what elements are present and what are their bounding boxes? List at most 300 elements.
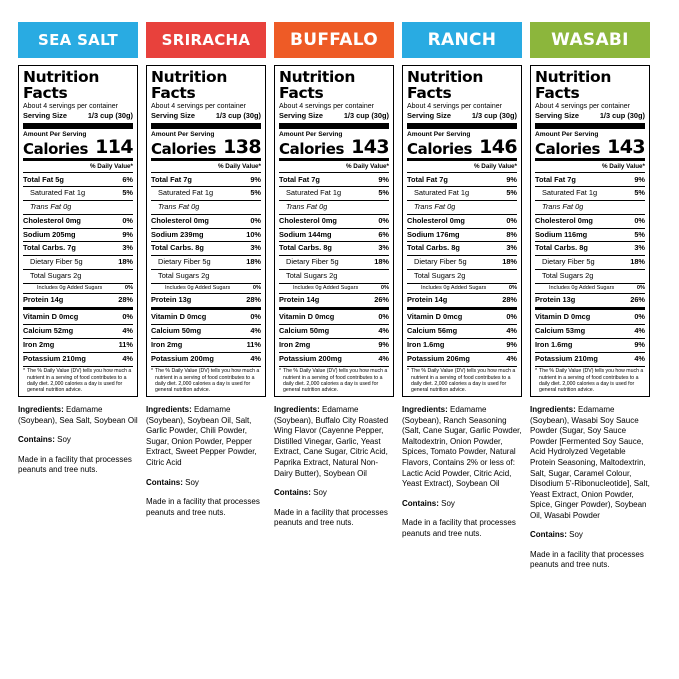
amount-per-serving-label: Amount Per Serving <box>279 130 343 138</box>
micronutrient-row <box>151 312 261 323</box>
micronutrient-row <box>407 340 517 351</box>
nutrition-facts-panel <box>274 65 394 397</box>
nutrient-name: Saturated Fat 1g <box>542 188 598 198</box>
divider-hairline <box>407 283 517 284</box>
calories-label: Calories <box>535 139 601 158</box>
micronutrient-row <box>151 354 261 365</box>
calories-label: Calories <box>151 139 217 158</box>
nutrient-name: Total Carbs. 8g <box>279 243 332 253</box>
contains-paragraph <box>18 435 138 446</box>
footnote-text: The % Daily Value (DV) tells you how much a nutrient in a serving of food contributes to a daily diet. 2,000 calories a day is used for general nutrition advice. <box>27 368 132 393</box>
divider-medium <box>279 307 389 310</box>
ingredients-label: Ingredients: <box>402 405 448 415</box>
micronutrient-daily-value: 9% <box>378 339 389 349</box>
divider-hairline <box>407 241 517 242</box>
micronutrient-daily-value: 0% <box>634 312 645 322</box>
serving-size-row <box>23 111 133 121</box>
calories-value: 114 <box>95 136 133 159</box>
calories-row <box>151 136 261 159</box>
nutrient-row <box>279 271 389 282</box>
divider-hairline <box>407 214 517 215</box>
daily-value-header: % Daily Value* <box>473 163 517 171</box>
nutrient-row <box>151 175 261 186</box>
divider-hairline <box>23 338 133 339</box>
calories-value: 143 <box>351 136 389 159</box>
divider-hairline <box>151 228 261 229</box>
nutrient-daily-value: 0% <box>634 215 645 225</box>
serving-size-label: Serving Size <box>535 111 579 121</box>
micronutrient-name: Iron 1.6mg <box>407 339 445 349</box>
nutrient-name: Includes 0g Added Sugars <box>549 284 615 291</box>
serving-size-label: Serving Size <box>279 111 323 121</box>
ingredients-block <box>146 405 266 518</box>
contains-paragraph <box>146 478 266 489</box>
nutrient-row <box>279 243 389 254</box>
contains-label: Contains: <box>18 435 55 445</box>
nutrient-row <box>407 257 517 268</box>
micronutrient-name: Potassium 210mg <box>535 353 598 363</box>
flavor-column <box>18 22 138 485</box>
divider-medium <box>23 307 133 310</box>
serving-size-row <box>279 111 389 121</box>
ingredients-text: Edamame (Soybean), Buffalo City Roasted Wing Flavor (Cayenne Pepper, Distilled Vinegar, Garlic, Yeast Extract, Cane Sugar, Citric Acid, Paprika Extract, Natural Non-Dairy Butter), Soybean Oil <box>274 405 389 478</box>
micronutrient-name: Potassium 210mg <box>23 353 86 363</box>
flavor-column <box>274 22 394 538</box>
serving-size-value: 1/3 cup (30g) <box>215 111 261 121</box>
micronutrient-daily-value: 4% <box>378 326 389 336</box>
nutrient-daily-value: 3% <box>378 243 389 253</box>
divider-hairline <box>535 352 645 353</box>
micronutrient-row <box>535 340 645 351</box>
micronutrient-name: Vitamin D 0mcg <box>23 312 79 322</box>
nutrient-daily-value: 5% <box>122 188 133 198</box>
nutrient-name: Trans Fat 0g <box>414 202 456 212</box>
nutrient-name: Includes 0g Added Sugars <box>421 284 487 291</box>
nutrient-daily-value: 28% <box>118 294 133 304</box>
serving-size-label: Serving Size <box>151 111 195 121</box>
micronutrient-daily-value: 11% <box>118 339 133 349</box>
divider-hairline <box>535 293 645 294</box>
contains-label: Contains: <box>146 477 183 487</box>
nutrient-daily-value: 5% <box>250 188 261 198</box>
micronutrient-row <box>407 312 517 323</box>
asterisk-icon: * <box>23 368 26 375</box>
divider-hairline <box>407 293 517 294</box>
ingredients-block <box>274 405 394 528</box>
nutrient-name: Saturated Fat 1g <box>286 188 342 198</box>
ingredients-text: Edamame (Soybean), Sea Salt, Soybean Oil <box>18 405 138 425</box>
micronutrient-row <box>535 354 645 365</box>
nutrient-row <box>151 202 261 213</box>
micronutrient-daily-value: 4% <box>122 353 133 363</box>
micronutrient-row <box>279 326 389 337</box>
divider-hairline <box>279 338 389 339</box>
divider-hairline <box>151 283 261 284</box>
micronutrient-row <box>407 354 517 365</box>
nutrient-row <box>535 175 645 186</box>
nutrient-daily-value: 18% <box>246 257 261 267</box>
contains-label: Contains: <box>402 498 439 508</box>
calories-row <box>535 136 645 159</box>
divider-thin <box>407 172 517 173</box>
nutrient-daily-value: 6% <box>122 174 133 184</box>
nutrient-daily-value: 0% <box>124 284 133 291</box>
nutrition-facts-title: Nutrition Facts <box>407 68 484 103</box>
daily-value-header: % Daily Value* <box>601 163 645 171</box>
micronutrient-row <box>279 312 389 323</box>
nutrient-name: Total Sugars 2g <box>158 270 210 280</box>
nutrient-daily-value: 18% <box>502 257 517 267</box>
nutrient-daily-value: 5% <box>634 188 645 198</box>
divider-thick <box>23 123 133 129</box>
micronutrient-row <box>23 354 133 365</box>
nutrient-row <box>279 202 389 213</box>
serving-size-label: Serving Size <box>23 111 67 121</box>
micronutrient-name: Calcium 50mg <box>151 326 202 336</box>
divider-hairline <box>23 324 133 325</box>
serving-size-row <box>151 111 261 121</box>
divider-hairline <box>407 255 517 256</box>
nutrient-name: Total Carbs. 8g <box>151 243 204 253</box>
divider-hairline <box>407 269 517 270</box>
divider-hairline <box>23 269 133 270</box>
ingredients-paragraph <box>274 405 394 479</box>
micronutrient-row <box>279 340 389 351</box>
nutrient-daily-value <box>387 202 389 213</box>
contains-text: Soy <box>566 530 583 540</box>
nutrient-daily-value: 26% <box>374 294 389 304</box>
nutrient-daily-value: 18% <box>630 257 645 267</box>
micronutrient-name: Calcium 52mg <box>23 326 74 336</box>
nutrient-row <box>279 216 389 227</box>
ingredients-label: Ingredients: <box>274 405 320 415</box>
flavor-column <box>146 22 266 527</box>
servings-per-container: About 4 servings per container <box>535 102 630 110</box>
nutrient-name: Sodium 205mg <box>23 229 76 239</box>
divider-hairline <box>535 338 645 339</box>
nutrient-name: Cholesterol 0mg <box>535 215 593 225</box>
nutrient-row <box>279 175 389 186</box>
divider-hairline <box>279 352 389 353</box>
micronutrient-row <box>151 340 261 351</box>
nutrient-name: Trans Fat 0g <box>542 202 584 212</box>
micronutrient-daily-value: 4% <box>378 353 389 363</box>
divider-hairline <box>535 214 645 215</box>
micronutrient-name: Iron 2mg <box>23 339 55 349</box>
nutrient-name: Dietary Fiber 5g <box>30 257 83 267</box>
micronutrient-daily-value: 11% <box>246 339 261 349</box>
micronutrient-row <box>535 312 645 323</box>
micronutrient-daily-value: 0% <box>378 312 389 322</box>
nutrient-name: Sodium 116mg <box>535 229 588 239</box>
divider-thick <box>279 123 389 129</box>
flavor-banner: SEA SALT <box>18 22 138 58</box>
serving-size-value: 1/3 cup (30g) <box>87 111 133 121</box>
divider-thick <box>407 123 517 129</box>
divider-hairline <box>23 241 133 242</box>
divider-hairline <box>23 283 133 284</box>
divider-hairline <box>23 214 133 215</box>
divider-hairline <box>407 324 517 325</box>
daily-value-header: % Daily Value* <box>217 163 261 171</box>
nutrient-daily-value: 18% <box>118 257 133 267</box>
divider-hairline <box>535 269 645 270</box>
nutrient-row <box>23 295 133 306</box>
micronutrient-row <box>407 326 517 337</box>
amount-per-serving-label: Amount Per Serving <box>407 130 471 138</box>
nutrition-facts-panel <box>530 65 650 397</box>
micronutrient-daily-value: 9% <box>506 339 517 349</box>
divider-hairline <box>151 338 261 339</box>
nutrient-row <box>23 285 133 292</box>
micronutrient-name: Iron 2mg <box>151 339 183 349</box>
divider-thin <box>407 366 517 367</box>
divider-hairline <box>535 241 645 242</box>
nutrient-name: Includes 0g Added Sugars <box>37 284 103 291</box>
nutrient-daily-value <box>643 271 645 282</box>
micronutrient-daily-value: 0% <box>250 312 261 322</box>
nutrition-facts-panel <box>402 65 522 397</box>
nutrient-row <box>279 188 389 199</box>
nutrient-name: Protein 13g <box>151 294 192 304</box>
divider-hairline <box>279 324 389 325</box>
divider-hairline <box>279 241 389 242</box>
footnote-text: The % Daily Value (DV) tells you how much a nutrient in a serving of food contributes to a daily diet. 2,000 calories a day is used for general nutrition advice. <box>539 368 644 393</box>
divider-thick <box>535 123 645 129</box>
divider-thin <box>151 366 261 367</box>
divider-hairline <box>535 255 645 256</box>
nutrient-daily-value: 18% <box>374 257 389 267</box>
divider-hairline <box>279 269 389 270</box>
flavor-banner: WASABI <box>530 22 650 58</box>
nutrient-name: Total Sugars 2g <box>414 270 466 280</box>
nutrient-row <box>23 243 133 254</box>
ingredients-paragraph <box>402 405 522 489</box>
nutrient-row <box>407 271 517 282</box>
nutrient-row <box>23 175 133 186</box>
calories-label: Calories <box>279 139 345 158</box>
divider-medium <box>279 158 389 161</box>
calories-value: 143 <box>607 136 645 159</box>
nutrient-name: Total Sugars 2g <box>286 270 338 280</box>
allergen-statement: Made in a facility that processes peanuts and tree nuts. <box>530 549 644 570</box>
micronutrient-name: Potassium 200mg <box>151 353 214 363</box>
nutrient-name: Total Sugars 2g <box>542 270 594 280</box>
footnote-text: The % Daily Value (DV) tells you how much a nutrient in a serving of food contributes to a daily diet. 2,000 calories a day is used for general nutrition advice. <box>155 368 260 393</box>
divider-hairline <box>407 338 517 339</box>
nutrient-daily-value: 28% <box>246 294 261 304</box>
contains-label: Contains: <box>274 488 311 498</box>
contains-label: Contains: <box>530 530 567 540</box>
daily-value-header: % Daily Value* <box>345 163 389 171</box>
divider-hairline <box>151 324 261 325</box>
nutrient-daily-value <box>515 271 517 282</box>
nutrient-name: Protein 14g <box>407 294 448 304</box>
divider-hairline <box>151 214 261 215</box>
nutrient-daily-value: 0% <box>122 215 133 225</box>
micronutrient-row <box>151 326 261 337</box>
flavor-banner: RANCH <box>402 22 522 58</box>
nutrient-name: Protein 14g <box>279 294 320 304</box>
micronutrient-daily-value: 9% <box>634 339 645 349</box>
nutrient-row <box>407 243 517 254</box>
contains-text: Soy <box>182 477 199 487</box>
divider-thin <box>535 366 645 367</box>
nutrient-row <box>151 271 261 282</box>
nutrient-row <box>23 188 133 199</box>
micronutrient-daily-value: 4% <box>634 353 645 363</box>
divider-hairline <box>151 352 261 353</box>
divider-hairline <box>151 269 261 270</box>
contains-text: Soy <box>310 488 327 498</box>
divider-hairline <box>279 214 389 215</box>
nutrient-row <box>407 188 517 199</box>
nutrient-name: Total Carbs. 7g <box>23 243 76 253</box>
daily-value-footnote <box>535 368 645 393</box>
micronutrient-name: Potassium 206mg <box>407 353 470 363</box>
micronutrient-name: Vitamin D 0mcg <box>535 312 591 322</box>
nutrition-facts-title: Nutrition Facts <box>151 68 228 103</box>
serving-size-value: 1/3 cup (30g) <box>471 111 517 121</box>
nutrient-row <box>535 216 645 227</box>
flavor-columns <box>18 22 661 580</box>
nutrient-daily-value: 8% <box>506 229 517 239</box>
ingredients-paragraph <box>530 405 650 521</box>
amount-per-serving-label: Amount Per Serving <box>151 130 215 138</box>
nutrient-daily-value: 9% <box>250 174 261 184</box>
nutrient-daily-value: 0% <box>378 215 389 225</box>
nutrient-daily-value: 0% <box>508 284 517 291</box>
asterisk-icon: * <box>535 368 538 375</box>
nutrient-name: Total Fat 7g <box>407 174 448 184</box>
micronutrient-name: Potassium 200mg <box>279 353 342 363</box>
nutrient-row <box>407 295 517 306</box>
nutrient-row <box>151 285 261 292</box>
nutrient-daily-value: 5% <box>634 229 645 239</box>
nutrient-name: Total Fat 7g <box>279 174 320 184</box>
micronutrient-daily-value: 4% <box>250 326 261 336</box>
asterisk-icon: * <box>151 368 154 375</box>
nutrient-name: Sodium 239mg <box>151 229 204 239</box>
nutrition-facts-title: Nutrition Facts <box>279 68 356 103</box>
daily-value-header: % Daily Value* <box>89 163 133 171</box>
allergen-statement: Made in a facility that processes peanuts and tree nuts. <box>402 518 516 538</box>
nutrient-row <box>407 175 517 186</box>
ingredients-paragraph <box>18 405 138 426</box>
flavor-banner: BUFFALO <box>274 22 394 58</box>
nutrient-row <box>23 230 133 241</box>
divider-thin <box>279 366 389 367</box>
ingredients-label: Ingredients: <box>146 405 192 415</box>
nutrition-facts-title: Nutrition Facts <box>23 68 100 103</box>
divider-medium <box>407 307 517 310</box>
divider-medium <box>151 307 261 310</box>
nutrient-row <box>23 202 133 213</box>
calories-label: Calories <box>407 139 473 158</box>
contains-paragraph <box>274 488 394 499</box>
divider-hairline <box>535 324 645 325</box>
divider-hairline <box>535 283 645 284</box>
contains-paragraph <box>530 530 650 541</box>
divider-hairline <box>535 200 645 201</box>
footnote-text: The % Daily Value (DV) tells you how much a nutrient in a serving of food contributes to a daily diet. 2,000 calories a day is used for general nutrition advice. <box>283 368 388 393</box>
divider-hairline <box>151 255 261 256</box>
nutrient-daily-value: 9% <box>122 229 133 239</box>
ingredients-text: Edamame (Soybean), Wasabi Soy Sauce Powder (Sugar, Soy Sauce Powder [Fermented Soy Sauce, Acid Hydrolyzed Vegetable Protein Seasoning, Maltodextrin, Salt, Sugar, Caramel Colour, Disodium 5'-Ribonucleotide], Salt, Yeast Extract, Onion Powder, Spice, Ginger Powder), Soybean Oil, Wasabi Powder <box>530 405 650 520</box>
nutrient-row <box>23 216 133 227</box>
nutrient-name: Protein 14g <box>23 294 64 304</box>
nutrient-daily-value: 5% <box>506 188 517 198</box>
ingredients-block <box>530 405 650 571</box>
nutrient-daily-value: 0% <box>252 284 261 291</box>
divider-hairline <box>23 200 133 201</box>
nutrient-daily-value <box>131 202 133 213</box>
nutrient-name: Cholesterol 0mg <box>151 215 209 225</box>
nutrient-daily-value: 3% <box>250 243 261 253</box>
micronutrient-daily-value: 0% <box>122 312 133 322</box>
micronutrient-name: Vitamin D 0mcg <box>279 312 335 322</box>
amount-per-serving-label: Amount Per Serving <box>535 130 599 138</box>
nutrient-row <box>151 230 261 241</box>
divider-hairline <box>407 200 517 201</box>
nutrient-daily-value: 3% <box>122 243 133 253</box>
micronutrient-name: Calcium 53mg <box>535 326 586 336</box>
divider-thin <box>279 172 389 173</box>
divider-medium <box>407 158 517 161</box>
divider-thick <box>151 123 261 129</box>
nutrient-daily-value: 9% <box>378 174 389 184</box>
calories-value: 138 <box>223 136 261 159</box>
ingredients-block <box>18 405 138 476</box>
calories-row <box>407 136 517 159</box>
divider-hairline <box>151 293 261 294</box>
micronutrient-row <box>23 340 133 351</box>
nutrient-name: Cholesterol 0mg <box>407 215 465 225</box>
divider-hairline <box>407 186 517 187</box>
nutrient-name: Total Carbs. 8g <box>535 243 588 253</box>
nutrient-row <box>535 271 645 282</box>
nutrient-name: Cholesterol 0mg <box>279 215 337 225</box>
micronutrient-row <box>23 312 133 323</box>
micronutrient-name: Vitamin D 0mcg <box>407 312 463 322</box>
divider-medium <box>151 158 261 161</box>
divider-hairline <box>279 255 389 256</box>
nutrient-name: Trans Fat 0g <box>286 202 328 212</box>
nutrient-row <box>151 188 261 199</box>
nutrient-row <box>279 295 389 306</box>
asterisk-icon: * <box>279 368 282 375</box>
calories-label: Calories <box>23 139 89 158</box>
divider-thin <box>151 172 261 173</box>
ingredients-label: Ingredients: <box>530 405 576 415</box>
divider-hairline <box>279 200 389 201</box>
nutrient-daily-value: 26% <box>630 294 645 304</box>
nutrient-row <box>151 295 261 306</box>
nutrient-row <box>151 243 261 254</box>
daily-value-footnote <box>279 368 389 393</box>
nutrient-row <box>535 295 645 306</box>
daily-value-footnote <box>407 368 517 393</box>
nutrient-name: Saturated Fat 1g <box>30 188 86 198</box>
nutrient-name: Dietary Fiber 5g <box>158 257 211 267</box>
contains-text: Soy <box>438 498 455 508</box>
nutrient-name: Sodium 176mg <box>407 229 460 239</box>
footnote-text: The % Daily Value (DV) tells you how much a nutrient in a serving of food contributes to a daily diet. 2,000 calories a day is used for general nutrition advice. <box>411 368 516 393</box>
micronutrient-name: Vitamin D 0mcg <box>151 312 207 322</box>
nutrient-row <box>151 257 261 268</box>
nutrient-daily-value: 6% <box>378 229 389 239</box>
divider-hairline <box>23 186 133 187</box>
